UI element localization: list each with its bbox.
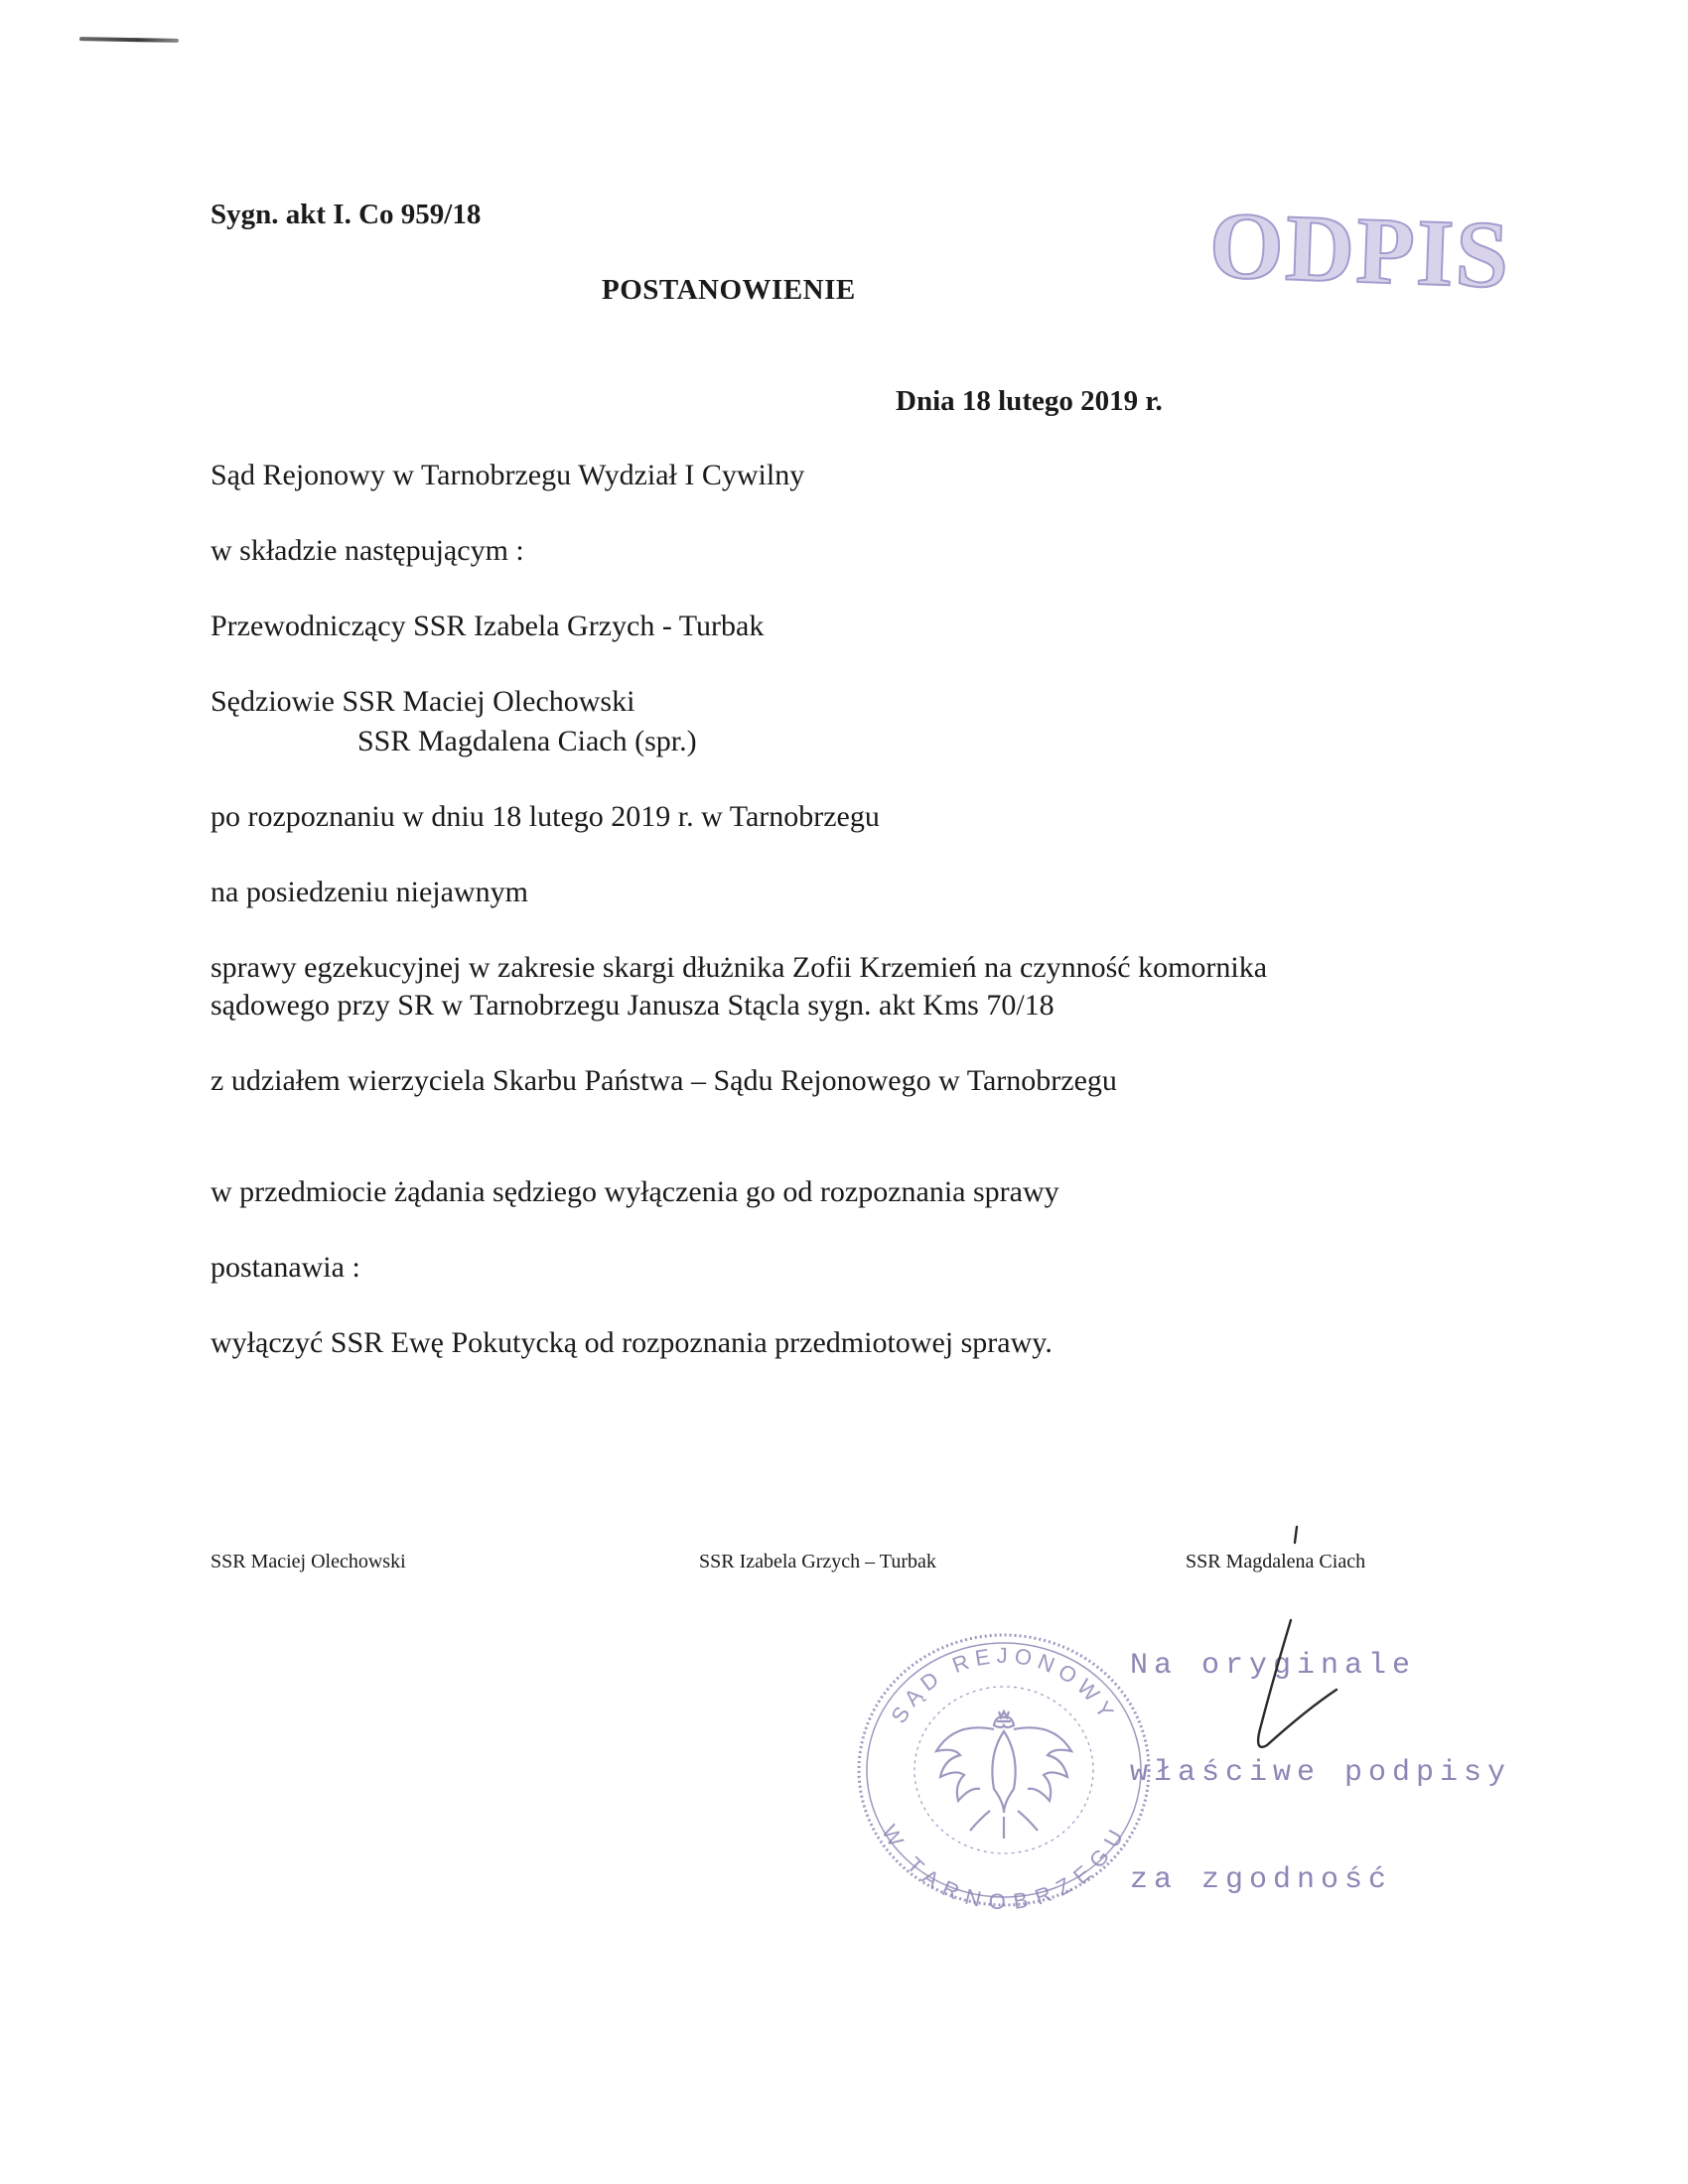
chair-line: Przewodniczący SSR Izabela Grzych - Turbak (211, 610, 765, 642)
seal-text-bottom: W TARNOBRZEGU (877, 1820, 1131, 1914)
certification-line-1: Na oryginale (1130, 1649, 1417, 1683)
odpis-stamp: ODPIS (1207, 191, 1513, 309)
session-line: na posiedzeniu niejawnym (211, 876, 528, 908)
composition-intro: w składzie następującym : (211, 534, 524, 567)
signature-olechowski: SSR Maciej Olechowski (211, 1551, 406, 1572)
scan-artifact-mark (79, 37, 179, 43)
judges-line-2: SSR Magdalena Ciach (spr.) (357, 725, 697, 757)
ruling-text: wyłączyć SSR Ewę Pokutycką od rozpoznania przedmiotowej sprawy. (211, 1326, 1053, 1359)
case-description-line-1: sprawy egzekucyjnej w zakresie skargi dłużnika Zofii Krzemień na czynność komornika (211, 951, 1268, 984)
decision-intro: postanawia : (211, 1251, 360, 1284)
court-seal-emblem (850, 1626, 1158, 1914)
hearing-line: po rozpoznaniu w dniu 18 lutego 2019 r. w Tarnobrzegu (211, 800, 880, 833)
document-title: POSTANOWIENIE (602, 274, 856, 306)
handwritten-signature (1239, 1525, 1348, 1763)
eagle-icon (936, 1711, 1071, 1839)
judges-line-1: Sędziowie SSR Maciej Olechowski (211, 685, 635, 718)
case-number: Sygn. akt I. Co 959/18 (211, 199, 482, 230)
certification-line-2: właściwe podpisy (1130, 1756, 1512, 1790)
svg-text:SĄD REJONOWY (886, 1643, 1121, 1727)
signature-ciach: SSR Magdalena Ciach (1186, 1551, 1366, 1572)
case-description-line-2: sądowego przy SR w Tarnobrzegu Janusza Stącla sygn. akt Kms 70/18 (211, 989, 1055, 1022)
subject-line: w przedmiocie żądania sędziego wyłączenia go od rozpoznania sprawy (211, 1175, 1059, 1208)
document-date: Dnia 18 lutego 2019 r. (896, 385, 1163, 417)
certification-line-3: za zgodność (1130, 1863, 1393, 1897)
signature-grzych-turbak: SSR Izabela Grzych – Turbak (699, 1551, 936, 1572)
court-name: Sąd Rejonowy w Tarnobrzegu Wydział I Cywilny (211, 459, 805, 491)
seal-text-top: SĄD REJONOWY (886, 1642, 1122, 1728)
participation-line: z udziałem wierzyciela Skarbu Państwa – Sądu Rejonowego w Tarnobrzegu (211, 1064, 1117, 1097)
